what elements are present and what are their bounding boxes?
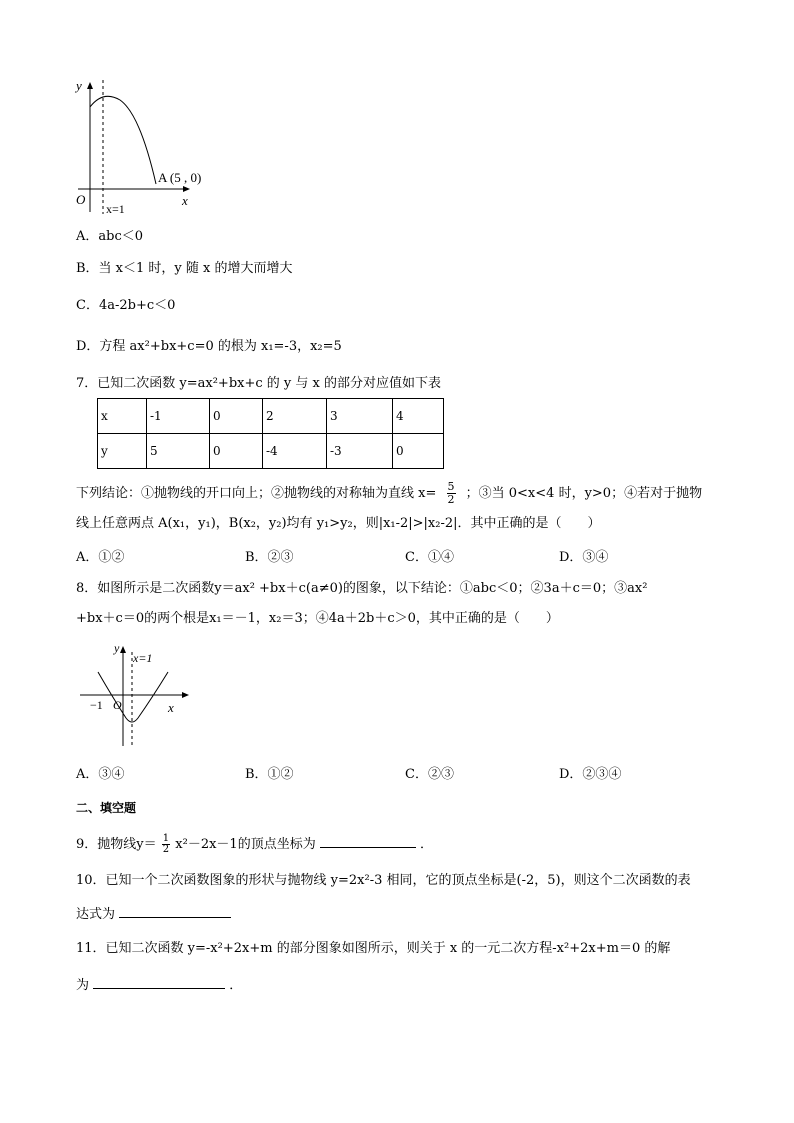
x-label: x xyxy=(168,700,174,715)
point-a-label: A (5 , 0) xyxy=(158,170,202,185)
q8-option-d: D．②③④ xyxy=(559,767,622,782)
table-cell: -1 xyxy=(147,399,210,434)
q8-stem-line-2: +bx＋c＝0的两个根是x₁＝－1，x₂＝3；④4a＋2b＋c＞0，其中正确的是（ ） xyxy=(76,611,559,626)
q7-frac-den: 2 xyxy=(447,493,455,506)
q7-option-a: A．①② xyxy=(76,550,125,565)
q8-option-a: A．③④ xyxy=(76,767,125,782)
q6-option-d: D．方程 ax²+bx+c=0 的根为 x₁=-3，x₂=5 xyxy=(76,339,342,354)
y-axis-arrow xyxy=(87,82,93,89)
table-cell: -4 xyxy=(263,434,327,469)
table-cell: 2 xyxy=(263,399,327,434)
y-label: y xyxy=(76,78,82,93)
q7-conclusions-line-2: 线上任意两点 A(x₁，y₁)，B(x₂，y₂)均有 y₁>y₂，则|x₁-2|>|x₂-2|．其中正确的是（ ） xyxy=(76,516,601,531)
q7-value-table xyxy=(97,398,444,469)
q9-text-a: 9．抛物线y＝ xyxy=(76,837,157,852)
table-cell: 0 xyxy=(210,434,263,469)
y-axis-arrow xyxy=(120,646,126,653)
q9-end: ． xyxy=(419,837,433,852)
table-cell: 4 xyxy=(393,399,444,434)
table-cell: 0 xyxy=(210,399,263,434)
parabola-graph-2 xyxy=(76,640,196,752)
q8-option-b: B．①② xyxy=(245,767,294,782)
table-cell: x xyxy=(98,399,147,434)
q8-option-c: C．②③ xyxy=(405,767,454,782)
q10-text: 达式为 xyxy=(76,907,116,922)
tick-label: −1 xyxy=(90,698,103,712)
q6-option-a: A．abc＜0 xyxy=(76,229,144,244)
q11-end: ． xyxy=(229,978,243,993)
table-cell: -3 xyxy=(327,434,393,469)
x-axis-arrow xyxy=(182,692,189,698)
q9 xyxy=(76,833,433,855)
table-cell: 5 xyxy=(147,434,210,469)
table-row xyxy=(98,399,444,434)
q11-line-2 xyxy=(76,974,242,995)
q10-line-2 xyxy=(76,903,231,924)
q11-text: 为 xyxy=(76,978,90,993)
q7-frac-num: 5 xyxy=(447,480,455,493)
x-label: x xyxy=(182,193,188,208)
symmetry-label: x=1 xyxy=(133,651,153,665)
origin-label: O xyxy=(76,192,86,207)
q9-frac-num: 1 xyxy=(162,833,170,844)
q11-line-1: 11．已知二次函数 y=-x²+2x+m 的部分图象如图所示，则关于 x 的一元二次方程-x²+2x+m＝0 的解 xyxy=(76,941,671,956)
q7-text-a: 下列结论：①抛物线的开口向上；②抛物线的对称轴为直线 x= xyxy=(76,486,437,501)
q8-stem-line-1: 8．如图所示是二次函数y＝ax² +bx＋c(a≠0)的图象，以下结论：①abc＜0；②3a＋c＝0；③ax² xyxy=(76,581,648,596)
q7-text-b: ；③当 0<x<4 时，y>0；④若对于抛物 xyxy=(465,486,703,501)
parabola-graph-1 xyxy=(70,74,220,220)
section-heading: 二、填空题 xyxy=(76,801,137,815)
x-axis-arrow xyxy=(183,186,190,192)
q6-option-b: B．当 x＜1 时，y 随 x 的增大而增大 xyxy=(76,261,293,276)
q9-text-b: x²－2x－1的顶点坐标为 xyxy=(175,837,316,852)
answer-blank[interactable] xyxy=(93,974,225,989)
table-cell: y xyxy=(98,434,147,469)
table-cell: 3 xyxy=(327,399,393,434)
table-row xyxy=(98,434,444,469)
symmetry-label: x=1 xyxy=(106,202,125,216)
y-label: y xyxy=(114,641,120,655)
q10-line-1: 10．已知一个二次函数图象的形状与抛物线 y=2x²-3 相同，它的顶点坐标是(-2，5)，则这个二次函数的表 xyxy=(76,873,691,888)
answer-blank[interactable] xyxy=(119,903,231,918)
q7-stem: 7．已知二次函数 y=ax²+bx+c 的 y 与 x 的部分对应值如下表 xyxy=(76,376,441,391)
q9-fraction xyxy=(162,834,170,855)
table-cell: 0 xyxy=(393,434,444,469)
q7-option-b: B．②③ xyxy=(245,550,294,565)
origin-label: O xyxy=(113,698,122,712)
q6-option-c: C．4a-2b+c＜0 xyxy=(76,298,176,313)
answer-blank[interactable] xyxy=(320,833,416,848)
q7-option-c: C．①④ xyxy=(405,550,454,565)
parabola-curve xyxy=(90,96,156,184)
q7-fraction xyxy=(447,481,456,506)
q7-conclusions-line-1 xyxy=(76,481,702,506)
q9-frac-den: 2 xyxy=(162,844,170,855)
parabola-curve xyxy=(98,672,168,722)
q7-option-d: D．③④ xyxy=(559,550,609,565)
